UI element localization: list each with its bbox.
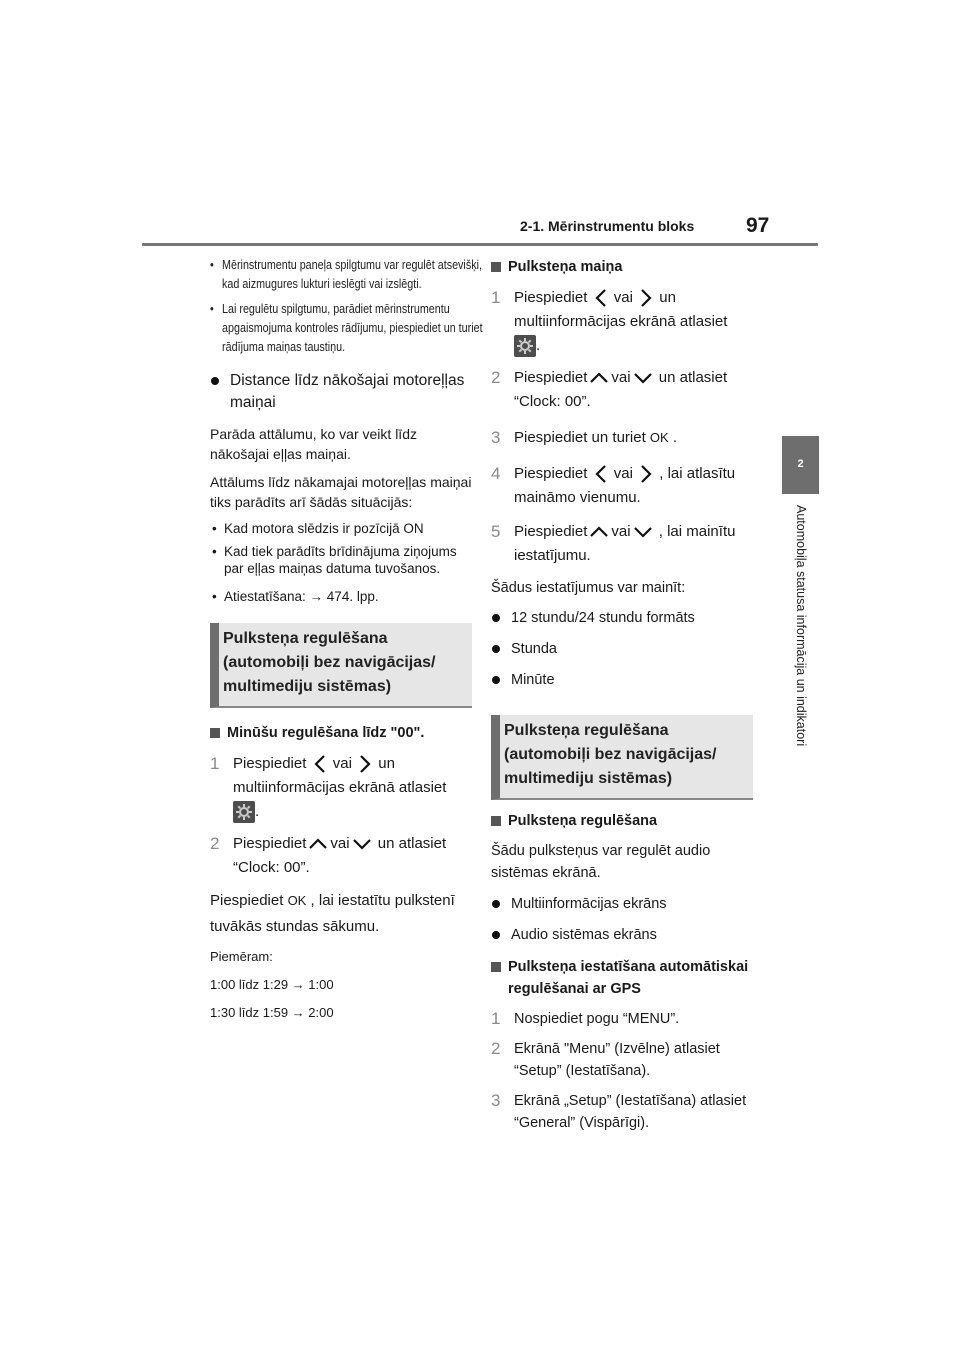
list-item: Minūte (491, 669, 753, 691)
chevron-left-icon (314, 755, 326, 773)
step-number: 1 (491, 1009, 501, 1028)
paragraph: Piespiediet OK , lai iestatītu pulkstenī tuvākās stundas sākumu. (210, 892, 455, 935)
step: 2 Piespiediet vai un atlasiet “Clock: 00”. (210, 834, 447, 876)
step-number: 4 (491, 464, 501, 483)
subsection-heading: Minūšu regulēšana līdz "00". (210, 722, 472, 744)
page-number: 97 (746, 214, 770, 237)
note: • Lai regulētu spilgtumu, parādiet mērinstrumentu apgaismojuma kontroles rādījumu, piespiediet un turiet rādījuma maiņas taustiņu. (210, 300, 483, 357)
step: 2 Piespiediet vai un atlasiet “Clock: 00”. (491, 368, 728, 410)
chevron-down-icon (634, 526, 652, 538)
chevron-right-icon (359, 755, 371, 773)
paragraph: Šādus iestatījumus var mainīt: (491, 580, 686, 596)
step-number: 2 (210, 834, 220, 853)
list-item: 12 stundu/24 stundu formāts (491, 607, 753, 629)
chevron-down-icon (634, 372, 652, 384)
example-label: Piemēram: (210, 949, 273, 964)
step-number: 2 (491, 1039, 501, 1058)
step: 2 Ekrānā "Menu” (Izvēlne) atlasiet “Setup” (Iestatīšana). (491, 1039, 720, 1079)
step-number: 3 (491, 1091, 501, 1110)
list-item: • Kad tiek parādīts brīdinājuma ziņojums par eļļas maiņas datuma tuvošanos. (210, 543, 472, 578)
chevron-left-icon (595, 289, 607, 307)
chapter-number: 2 (797, 458, 804, 470)
ok-button-label: OK (287, 893, 307, 908)
paragraph: Šādu pulksteņus var regulēt audio sistēmas ekrānā. (491, 843, 711, 881)
step-number: 1 (491, 288, 501, 307)
chapter-title: Automobiļa statusa informācija un indikatori (794, 505, 808, 747)
step: 3 Piespiediet un turiet OK . (491, 426, 753, 450)
left-column (210, 256, 483, 1032)
step-number: 2 (491, 368, 501, 387)
subsection-heading: Pulksteņa maiņa (491, 256, 753, 278)
right-column (491, 256, 753, 1142)
section-title: 2-1. Mērinstrumentu bloks (520, 218, 695, 234)
gear-icon (514, 335, 536, 357)
chevron-up-icon (590, 526, 608, 538)
chevron-up-icon (590, 372, 608, 384)
list-item: Stunda (491, 638, 753, 660)
chevron-down-icon (353, 838, 371, 850)
subsection-heading: Pulksteņa iestatīšana automātiskai regulēšanai ar GPS (491, 956, 753, 1000)
step-number: 1 (210, 754, 220, 773)
step: 4 Piespiediet vai , lai atlasītu maināmo vienumu. (491, 464, 736, 506)
step: 1 Piespiediet vai un multiinformācijas ekrānā atlasiet . (210, 752, 472, 824)
section-heading: Pulksteņa regulēšana (automobiļi bez navigācijas/ multimediju sistēmas) (210, 623, 472, 708)
example-line: 1:30 līdz 1:59 → 2:00 (210, 1005, 334, 1020)
subsection-heading: Pulksteņa regulēšana (491, 810, 753, 832)
step-number: 5 (491, 522, 501, 541)
chevron-right-icon (640, 289, 652, 307)
paragraph: Attālums līdz nākamajai motoreļļas maiņai tiks parādīts arī šādās situācijās: (210, 474, 472, 510)
section-heading: Pulksteņa regulēšana (automobiļi bez navigācijas/ multimediju sistēmas) (491, 715, 753, 800)
chevron-left-icon (595, 465, 607, 483)
list-item: Audio sistēmas ekrāns (491, 924, 753, 946)
gear-icon (233, 801, 255, 823)
step: 5 Piespiediet vai , lai mainītu iestatījumu. (491, 522, 736, 564)
step: 1 Nospiediet pogu “MENU”. (491, 1009, 680, 1028)
list-item: Multiinformācijas ekrāns (491, 893, 753, 915)
header-rule (142, 243, 818, 246)
ok-button-label: OK (649, 430, 669, 445)
step-number: 3 (491, 428, 501, 447)
note: • Mērinstrumentu paneļa spilgtumu var regulēt atsevišķi, kad aizmugures lukturi ieslēgti vai izslēgti. (210, 256, 483, 294)
paragraph: Parāda attālumu, ko var veikt līdz nākošajai eļļas maiņai. (210, 426, 417, 462)
oil-heading: Distance līdz nākošajai motoreļļas maiņai (210, 370, 472, 414)
chapter-tab (782, 436, 819, 494)
example-line: 1:00 līdz 1:29 → 1:00 (210, 977, 334, 992)
list-item: • Atiestatīšana: → 474. lpp. (210, 588, 472, 606)
chevron-right-icon (640, 465, 652, 483)
list-item: • Kad motora slēdzis ir pozīcijā ON (210, 520, 472, 538)
step: 3 Ekrānā „Setup” (Iestatīšana) atlasiet “General” (Vispārīgi). (491, 1091, 747, 1131)
step: 1 Piespiediet vai un multiinformācijas ekrānā atlasiet . (491, 286, 753, 358)
chevron-up-icon (309, 838, 327, 850)
